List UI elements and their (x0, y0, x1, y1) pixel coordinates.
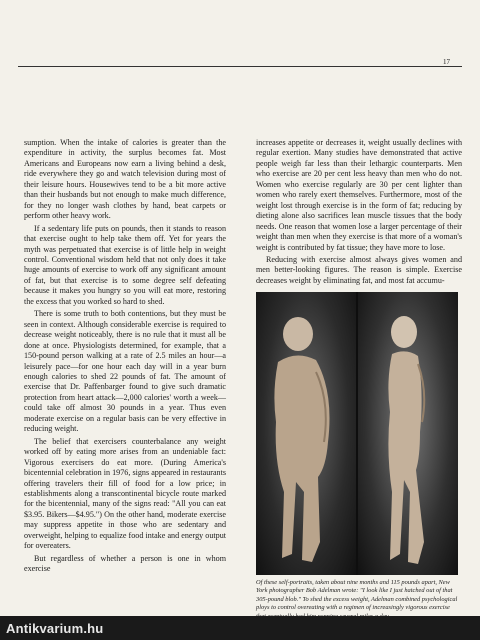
after-photo (358, 292, 458, 575)
paragraph: The belief that exercisers counterbalance any weight worked off by eating more arises from an undeniable fact: Vigorous exercisers do eat more. (During America's bicentennial celebration in 1976, signs appeared in restaurants offering travelers their fill of food for a low price; in establishments along a transcontinental bicycle route marked for the bicentennial, many of the signs read: "All you can eat $3.95. Bikers—$4.95.") On the other hand, moderate exercise may suppress appetite in those who are sedentary and overweight, helping to equalize food intake and energy output for overeaters. (24, 436, 226, 551)
paragraph: Reducing with exercise almost always gives women and men better-looking figures. The reason is simple. Exercise decreases weight by eliminating fat, and most fat accumu- (256, 254, 462, 285)
header-rule (18, 66, 462, 67)
figure-silhouette-icon (358, 292, 458, 575)
photo-caption: Of these self-portraits, taken about nine months and 115 pounds apart, New York photographer Bob Adelman wrote: "I look like I just hatched out of that 305-pound blob." To shed the excess weight, Adelman combined psychological ploys to control overeating with a regimen of increasingly vigorous exercise (256, 579, 458, 612)
page-number: 17 (443, 58, 450, 66)
paragraph: increases appetite or decreases it, weight usually declines with regular exertion. Many studies have demonstrated that active people weigh far less than their lethargic counterparts. Men who exercise are 20 per cent less heavy than men who do not. Women who exercise regularly are 30 per cent lighter than women who rarely exert themselves. Furthermore, most of the weight lost through exercise is in the form of fat; reducing by dieting alone also sacrifices lean muscle tissues that the body needs. One reason that women lose a larger percentage of their weight than men when they exercise is that more of a woman's weight is contributed by fat tissue; they have more to lose. (256, 138, 462, 252)
left-text-column (24, 138, 226, 598)
footer-bar (0, 616, 480, 640)
before-photo (256, 292, 356, 575)
paragraph: sumption. When the intake of calories is greater than the expenditure in activity, the surplus becomes fat. Most Americans and Europeans now earn a living behind a desk, ride everywhere they go and watch television during most of their leisure hours. Housewives tend to be a bit more active than their husbands but not enough to make much difference, for they no longer wash clothes by hand, beat carpets or perform other heavy work. (24, 138, 226, 221)
right-text-column (256, 138, 462, 285)
paragraph: But regardless of whether a person is one in whom exercise (24, 553, 226, 574)
paragraph: There is some truth to both contentions, but they must be seen in context. Although considerable exercise is required to decrease weight noticeably, there is no rule that it must all be done at once. Physiologists determined, for example, that a 150-pound person walking at a rate of 2.5 miles an hour—a leisurely pace—for one hour each day will in a year burn enough calories to shed 22 pounds of fat. The amount of exercise that Dr. Paffenbarger found to give such dramatic protection from heart attack—2,000 calories' worth a week—could take off almost 30 pounds in a year. Thus even moderate exercise on a regular basis can be very effective in reducing weight. (24, 309, 226, 434)
figure-silhouette-icon (256, 292, 356, 575)
paragraph: If a sedentary life puts on pounds, then it stands to reason that exercise ought to help take them off. Yet for years the myth was perpetuated that exercise is of little help in weight control. Conventional wisdom held that not only does it take huge amounts of exercise to work off any significant amount of fat, but that exercise is to some degree self defeating because it makes you hungry so you will eat more, restoring the excess that you worked so hard to shed. (24, 223, 226, 306)
watermark-text: Antikvarium.hu (6, 621, 104, 636)
photo-panel (256, 292, 458, 575)
